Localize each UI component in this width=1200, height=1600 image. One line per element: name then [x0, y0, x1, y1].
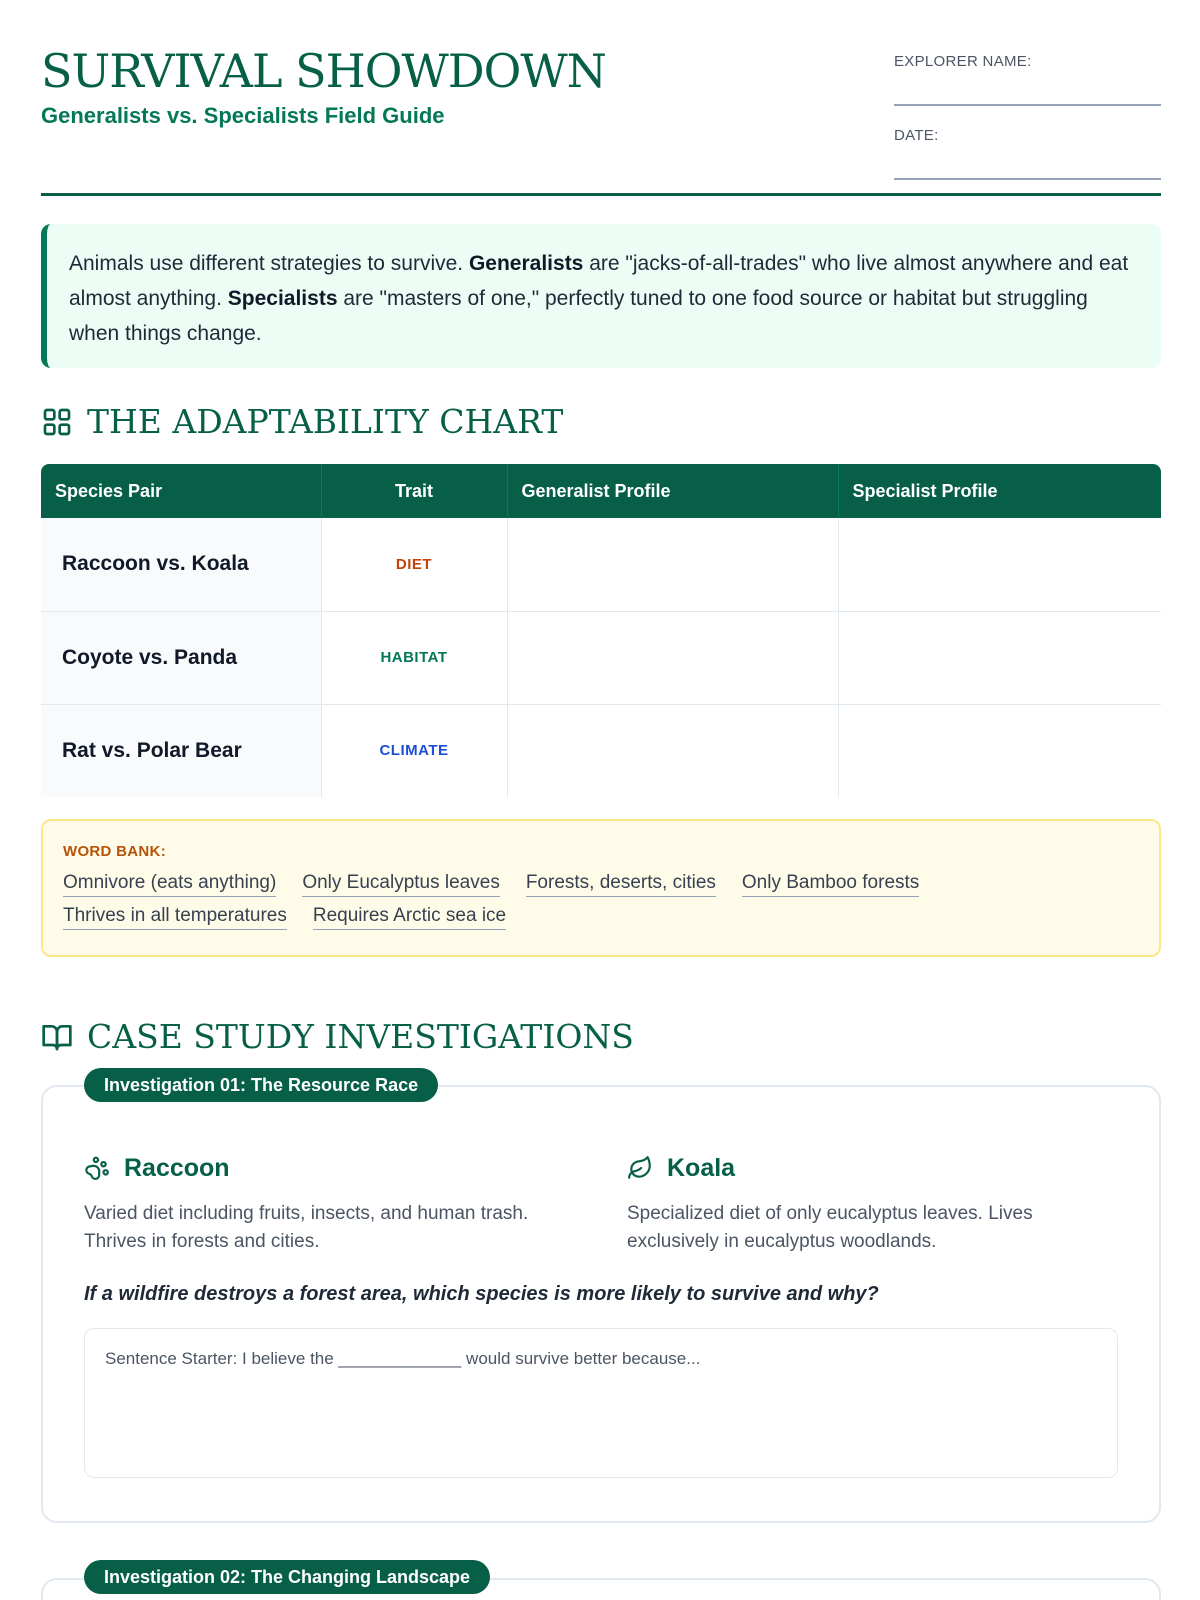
column-header: Specialist Profile: [838, 464, 1161, 518]
adaptability-table: [41, 464, 1161, 797]
word-bank-list: [63, 870, 1003, 936]
adaptability-chart-heading: [41, 402, 563, 441]
column-header: Generalist Profile: [507, 464, 838, 518]
trait-label: CLIMATE: [321, 704, 507, 797]
table-header-row: [41, 464, 1161, 518]
word-bank: [41, 819, 1161, 957]
trait-label: HABITAT: [321, 611, 507, 704]
page-subtitle: Generalists vs. Specialists Field Guide: [41, 103, 445, 128]
species-name: Koala: [667, 1153, 736, 1182]
intro-callout: Animals use different strategies to survive. Generalists are "jacks-of-all-trades" who live almost anywhere and eat almost anything. Specialists are "masters of one," perfectly tuned to one food source or habitat but struggling when things change.: [41, 224, 1161, 368]
word-bank-item: Omnivore (eats anything): [63, 870, 276, 897]
explorer-name-label: EXPLORER NAME:: [894, 53, 1032, 70]
table-row: [41, 518, 1161, 611]
species-description: Varied diet including fruits, insects, and human trash. Thrives in forests and cities.: [84, 1203, 529, 1252]
page-title: SURVIVAL SHOWDOWN: [41, 44, 606, 98]
specialist-answer-cell[interactable]: [838, 704, 1161, 797]
date-label: DATE:: [894, 127, 939, 144]
generalist-species-card: [84, 1152, 574, 1256]
case-study-heading: [41, 1017, 634, 1056]
sentence-starter: Sentence Starter: I believe the _____________ would survive better because...: [105, 1349, 701, 1368]
table-row: [41, 611, 1161, 704]
specialist-answer-cell[interactable]: [838, 518, 1161, 611]
section-title: THE ADAPTABILITY CHART: [87, 402, 564, 441]
word-bank-item: Only Bamboo forests: [742, 870, 919, 897]
species-pair: Coyote vs. Panda: [41, 611, 321, 704]
trait-label: DIET: [321, 518, 507, 611]
specialist-answer-cell[interactable]: [838, 611, 1161, 704]
specialist-species-card: [627, 1152, 1117, 1256]
worksheet-header: [41, 40, 1161, 196]
investigation-label: Investigation 02: The Changing Landscape: [84, 1560, 490, 1594]
explorer-name-field[interactable]: [894, 104, 1161, 106]
species-description: Specialized diet of only eucalyptus leaves. Lives exclusively in eucalyptus woodlands.: [627, 1203, 1033, 1252]
word-bank-label: WORD BANK:: [63, 843, 166, 860]
investigation-label: Investigation 01: The Resource Race: [84, 1068, 438, 1102]
species-pair: Raccoon vs. Koala: [41, 518, 321, 611]
table-row: [41, 704, 1161, 797]
species-name: Raccoon: [124, 1153, 230, 1182]
word-bank-item: Requires Arctic sea ice: [313, 903, 506, 930]
date-field[interactable]: [894, 178, 1161, 180]
word-bank-item: Thrives in all temperatures: [63, 903, 287, 930]
word-bank-item: Only Eucalyptus leaves: [302, 870, 500, 897]
specialists-term: Specialists: [227, 287, 338, 310]
species-pair: Rat vs. Polar Bear: [41, 704, 321, 797]
generalist-answer-cell[interactable]: [507, 611, 838, 704]
open-book-icon: [41, 1021, 73, 1053]
grid-icon: [41, 406, 73, 438]
column-header: Trait: [321, 464, 507, 518]
column-header: Species Pair: [41, 464, 321, 518]
generalist-answer-cell[interactable]: [507, 704, 838, 797]
word-bank-item: Forests, deserts, cities: [526, 870, 716, 897]
paw-icon: [84, 1155, 110, 1181]
generalists-term: Generalists: [468, 252, 584, 275]
answer-textbox[interactable]: [84, 1328, 1118, 1478]
section-title: CASE STUDY INVESTIGATIONS: [87, 1017, 634, 1056]
generalist-answer-cell[interactable]: [507, 518, 838, 611]
leaf-icon: [627, 1155, 653, 1181]
investigation-question: If a wildfire destroys a forest area, which species is more likely to survive and why?: [84, 1283, 879, 1305]
